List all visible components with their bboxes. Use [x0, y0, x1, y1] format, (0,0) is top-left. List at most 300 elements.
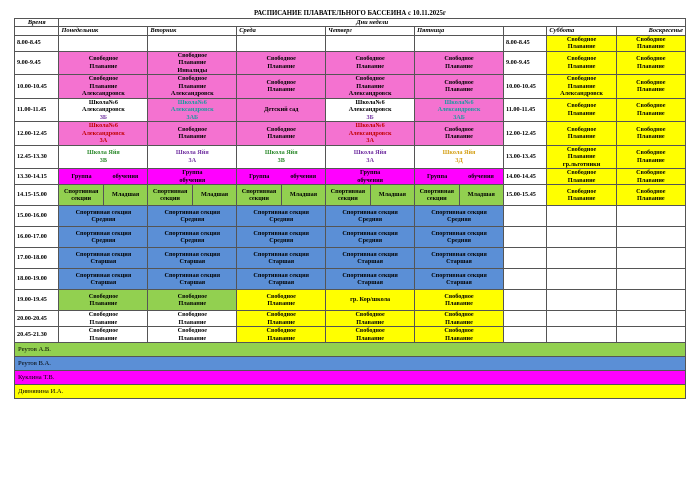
slot: Группа [415, 169, 459, 185]
slot-line: Плавание [267, 318, 296, 326]
slot [148, 248, 237, 269]
slot-line: Александровск [81, 106, 125, 113]
slot-line: Средняя [447, 237, 472, 244]
slot-line: Плавание [356, 82, 384, 90]
slot-line: Свободное [636, 149, 666, 157]
slot [148, 75, 237, 99]
slot [547, 185, 616, 206]
slot [616, 169, 685, 185]
slot-line: 3А [366, 156, 374, 164]
slot [237, 98, 326, 122]
slot-line: Плавание [445, 133, 473, 141]
slot [503, 248, 546, 269]
slot-line: Свободное [636, 187, 666, 195]
slot [326, 98, 415, 122]
slot-line: Плавание [267, 300, 296, 307]
slot-line: Свободное [636, 78, 666, 86]
slot-line: Плавание [567, 133, 596, 141]
time-cell: 9.00-9.45 [15, 51, 59, 75]
slot-line: Плавание [567, 176, 596, 184]
slot [237, 122, 326, 146]
slot [547, 327, 616, 343]
slot [415, 227, 504, 248]
slot-line: Спортивная [419, 187, 455, 195]
slot-line: Спортивная секция [431, 271, 487, 279]
slot-line: Плавание [636, 176, 665, 184]
slot-line: Александровск [170, 90, 214, 97]
slot [415, 327, 504, 343]
slot-line: Свободное [566, 35, 597, 43]
slot [547, 269, 616, 290]
slot [415, 145, 504, 169]
slot [616, 145, 685, 169]
slot-line: Плавание [636, 195, 665, 202]
slot [415, 206, 504, 227]
slot-line: Свободное [177, 327, 207, 334]
slot-line: Александровск [560, 90, 603, 97]
slot [59, 311, 148, 327]
slot-line: Спортивная секция [164, 208, 221, 216]
slot-line: Старшая [90, 279, 117, 286]
slot [326, 206, 415, 227]
slot [326, 145, 415, 169]
slot-line: Старшая [179, 279, 206, 286]
slot-line: секции [160, 195, 180, 202]
slot-line: Свободное [444, 78, 474, 86]
slot [326, 269, 415, 290]
slot-line: Свободное [636, 55, 666, 63]
slot [148, 145, 237, 169]
slot [616, 185, 685, 206]
slot-line: Школа№6 [355, 98, 385, 106]
time-cell: 13.30-14.15 [15, 169, 59, 185]
slot-line: Средняя [269, 216, 294, 223]
slot [326, 169, 415, 185]
slot-line: Плавание [178, 59, 207, 66]
slot-line: Плавание [178, 133, 207, 141]
slot [148, 51, 237, 75]
slot [148, 311, 237, 327]
slot [59, 290, 148, 311]
time-cell: 12.45-13.30 [15, 145, 59, 169]
slot: Группа [59, 169, 103, 185]
slot-line: Свободное [266, 311, 296, 318]
slot [616, 227, 685, 248]
slot [59, 227, 148, 248]
slot-line: Средняя [447, 216, 472, 223]
slot: Младшая [192, 185, 236, 206]
slot [237, 327, 326, 343]
slot-line: Свободное [444, 311, 474, 318]
slot-line: секции [337, 195, 358, 202]
legend-instructor: Куклина Т.В. [15, 371, 686, 385]
slot-line: Свободное [444, 327, 474, 334]
slot-line: секции [249, 195, 269, 202]
slot [415, 185, 459, 206]
slot-line: Свободное [636, 125, 666, 133]
slot [503, 269, 546, 290]
slot-line: Свободное [266, 78, 296, 86]
slot-line: Свободное [177, 311, 207, 318]
slot-line: Плавание [356, 318, 384, 326]
slot-line: Свободное [266, 327, 296, 334]
slot [503, 227, 546, 248]
slot-line: Свободное [566, 125, 597, 133]
weekend-time-cell: 14.00-14.45 [503, 169, 546, 185]
slot-line: Свободное [566, 169, 597, 176]
slot [616, 35, 685, 51]
slot-line: Свободное [177, 292, 207, 300]
slot-line: Плавание [567, 153, 596, 160]
slot-line: Плавание [89, 318, 118, 326]
slot [326, 311, 415, 327]
day-saturday: Суббота [547, 27, 616, 36]
slot [547, 248, 616, 269]
slot [616, 269, 685, 290]
slot [326, 248, 415, 269]
slot [547, 145, 616, 169]
day-thursday: Четверг [326, 27, 415, 36]
slot-line: Плавание [567, 109, 596, 117]
slot-line: Свободное [88, 327, 119, 334]
slot-line: Школа Яйя [87, 149, 120, 157]
slot [148, 269, 237, 290]
slot [547, 206, 616, 227]
slot-line: Свободное [636, 169, 666, 176]
slot-line: Плавание [178, 300, 207, 307]
slot [415, 51, 504, 75]
slot [148, 227, 237, 248]
slot [237, 227, 326, 248]
slot-line: Средняя [91, 216, 116, 223]
slot-line: Плавание [636, 86, 665, 94]
slot-line: 3Д [455, 156, 463, 164]
slot [59, 122, 148, 146]
slot-line: Группа [360, 169, 381, 176]
slot-line: Свободное [177, 51, 207, 59]
legend-instructor: Реутов В.А. [15, 357, 686, 371]
weekend-time-cell: 12.00-12.45 [503, 122, 546, 146]
slot-line: Свободное [444, 125, 474, 133]
slot [59, 269, 148, 290]
slot-line: Школа Яйя [442, 149, 476, 157]
slot-line: Плавание [356, 62, 384, 70]
slot-line: Плавание [636, 62, 665, 70]
time-cell: 8.00-8.45 [15, 35, 59, 51]
slot-line: Плавание [178, 318, 207, 326]
slot [616, 206, 685, 227]
slot-line: секции [71, 195, 92, 202]
slot-line: Свободное [266, 125, 296, 133]
slot [148, 98, 237, 122]
time-cell: 10.00-10.45 [15, 75, 59, 99]
slot-line: Старшая [179, 258, 206, 265]
slot: обучения [281, 169, 325, 185]
slot-line: Плавание [567, 43, 596, 50]
slot-line: Плавание [89, 82, 118, 90]
slot [547, 311, 616, 327]
slot-line: 3АБ [453, 113, 465, 121]
slot-line: Плавание [445, 62, 473, 70]
slot-line: 3АБ [186, 113, 199, 121]
slot [326, 327, 415, 343]
slot-line: Свободное [355, 55, 385, 63]
time-cell: 12.00-12.45 [15, 122, 59, 146]
slot-line: Старшая [268, 258, 295, 265]
slot-line: Плавание [267, 133, 296, 141]
slot-line: Плавание [267, 334, 296, 342]
slot: Группа [237, 169, 281, 185]
weekend-time-cell: 11.00-11.45 [503, 98, 546, 122]
blank-cell [503, 27, 546, 36]
slot [59, 98, 148, 122]
time-cell: 19.00-19.45 [15, 290, 59, 311]
slot [148, 35, 237, 51]
slot-line: Плавание [445, 300, 473, 307]
slot-line: гр.льготники [562, 160, 601, 168]
slot [616, 98, 685, 122]
slot [148, 185, 192, 206]
slot [237, 311, 326, 327]
slot [59, 327, 148, 343]
slot-line: обучения [179, 176, 206, 184]
slot-line: Плавание [567, 82, 596, 90]
weekend-time-cell: 13.00-13.45 [503, 145, 546, 169]
slot: обучения [103, 169, 147, 185]
slot [616, 75, 685, 99]
slot [237, 185, 281, 206]
slot [237, 248, 326, 269]
slot [326, 122, 415, 146]
time-cell: 14.15-15.00 [15, 185, 59, 206]
slot-line: Спортивная секция [342, 208, 398, 216]
slot-line: Свободное [636, 102, 666, 110]
slot-line: Свободное [177, 125, 207, 133]
legend-instructor: Дивнявина И.А. [15, 385, 686, 399]
slot: Младшая [370, 185, 414, 206]
slot [616, 327, 685, 343]
slot [616, 122, 685, 146]
slot-line: Спортивная [63, 187, 99, 195]
slot [237, 35, 326, 51]
slot [59, 35, 148, 51]
slot-line: Старшая [90, 258, 117, 265]
slot-line: Плавание [267, 62, 296, 70]
slot-line: Александровск [348, 129, 392, 137]
slot [503, 311, 546, 327]
slot-line: Спортивная секция [253, 208, 310, 216]
slot-line: Спортивная секция [431, 229, 487, 237]
slot [59, 51, 148, 75]
slot [415, 98, 504, 122]
slot-line: Александровск [81, 90, 125, 97]
slot-line: Инвалиды [177, 66, 208, 74]
slot-line: Плавание [636, 156, 665, 164]
slot-line: Старшая [357, 279, 383, 286]
slot [415, 311, 504, 327]
slot [616, 290, 685, 311]
slot-line: Свободное [566, 187, 597, 195]
slot-line: 3А [99, 137, 108, 144]
day-monday: Понедельник [59, 27, 148, 36]
blank-cell [15, 27, 59, 36]
slot: обучения [459, 169, 503, 185]
slot [547, 227, 616, 248]
slot-line: Спортивная секция [75, 229, 132, 237]
slot [415, 122, 504, 146]
slot-line: Свободное [266, 292, 296, 300]
time-cell: 11.00-11.45 [15, 98, 59, 122]
slot [415, 269, 504, 290]
slot-line: 3В [277, 156, 285, 164]
slot-line: Свободное [355, 311, 385, 318]
slot [59, 248, 148, 269]
slot-line: Плавание [445, 86, 473, 94]
slot-line: Плавание [89, 334, 118, 342]
slot-line: Старшая [268, 279, 295, 286]
slot-line: Плавание [636, 43, 665, 50]
slot-line: Старшая [357, 258, 383, 265]
slot-line: Спортивная секция [164, 229, 221, 237]
slot-line: Школа№6 [444, 98, 474, 106]
slot [326, 290, 415, 311]
time-cell: 15.00-16.00 [15, 206, 59, 227]
slot-line: Спортивная секция [164, 250, 221, 258]
slot [547, 51, 616, 75]
slot-line: Школа№6 [88, 98, 118, 106]
slot-line: Школа Яйя [264, 149, 298, 157]
weekend-time-cell: 15.00-15.45 [503, 185, 546, 206]
slot [616, 248, 685, 269]
time-cell: 18.00-19.00 [15, 269, 59, 290]
slot [59, 206, 148, 227]
weekend-time-cell: 8.00-8.45 [503, 35, 546, 51]
slot-line: Плавание [178, 82, 207, 90]
slot-line: Группа [182, 169, 203, 176]
slot-line: Школа Яйя [175, 149, 209, 157]
slot-line: Александровск [348, 106, 392, 113]
slot [415, 35, 504, 51]
time-cell: 20.00-20.45 [15, 311, 59, 327]
slot-line: Спортивная секция [431, 250, 487, 258]
time-cell: 16.00-17.00 [15, 227, 59, 248]
slot [148, 169, 237, 185]
slot [503, 290, 546, 311]
slot-line: Свободное [88, 292, 119, 300]
slot-line: Плавание [178, 334, 207, 342]
slot-line: Спортивная секция [164, 271, 221, 279]
day-wednesday: Среда [237, 27, 326, 36]
slot-line: секции [426, 195, 447, 202]
slot-line: Старшая [446, 279, 472, 286]
slot-line: Средняя [269, 237, 294, 244]
slot-line: Спортивная [241, 187, 277, 195]
slot [237, 269, 326, 290]
slot [415, 248, 504, 269]
slot [59, 185, 103, 206]
slot-line: 3В [99, 156, 108, 164]
schedule-table [14, 10, 686, 399]
slot-line: Александровск [170, 106, 214, 113]
slot-line: Свободное [266, 55, 296, 63]
slot-line: Спортивная секция [75, 271, 132, 279]
slot [326, 35, 415, 51]
slot [503, 327, 546, 343]
slot-line: гр. Кор/школа [350, 296, 391, 304]
slot-line: Плавание [89, 300, 118, 307]
slot [616, 51, 685, 75]
slot-line: Спортивная секция [342, 229, 398, 237]
time-header: Время [15, 18, 59, 27]
slot [547, 122, 616, 146]
slot-line: Свободное [566, 102, 597, 110]
slot-line: Александровск [81, 129, 125, 137]
slot-line: Средняя [91, 237, 116, 244]
slot-line: Свободное [566, 75, 597, 82]
slot [326, 227, 415, 248]
slot [59, 145, 148, 169]
slot-line: Свободное [88, 55, 119, 63]
slot-line: Спортивная секция [342, 250, 398, 258]
time-cell: 17.00-18.00 [15, 248, 59, 269]
slot-line: Александровск [348, 90, 392, 97]
slot-line: Спортивная секция [253, 271, 310, 279]
day-friday: Пятница [415, 27, 504, 36]
page-title: РАСПИСАНИЕ ПЛАВАТЕЛЬНОГО БАССЕЙНА с 10.11.2025г [15, 10, 686, 18]
slot [547, 169, 616, 185]
slot [326, 185, 370, 206]
slot-line: Свободное [88, 75, 119, 82]
weekend-time-cell: 10.00-10.45 [503, 75, 546, 99]
slot-line: Плавание [636, 109, 665, 117]
slot-line: Школа№6 [177, 98, 207, 106]
slot [237, 290, 326, 311]
day-tuesday: Вторник [148, 27, 237, 36]
slot-line: Школа№6 [88, 122, 118, 129]
slot [503, 206, 546, 227]
slot [547, 290, 616, 311]
slot [547, 98, 616, 122]
slot [148, 122, 237, 146]
slot-line: 3Б [366, 113, 374, 121]
slot [326, 75, 415, 99]
slot [547, 75, 616, 99]
slot [326, 51, 415, 75]
slot-line: Свободное [636, 35, 666, 43]
slot-line: Спортивная секция [431, 208, 487, 216]
slot-line: Детский сад [264, 106, 299, 113]
slot-line: Средняя [180, 216, 205, 223]
slot-line: Плавание [636, 133, 665, 141]
slot-line: Плавание [567, 195, 596, 202]
slot-line: Спортивная секция [342, 271, 398, 279]
slot-line: Свободное [566, 145, 597, 153]
slot-line: Спортивная [330, 187, 366, 195]
slot-line: Плавание [89, 62, 118, 70]
slot-line: Спортивная секция [253, 250, 310, 258]
slot-line: Школа№6 [355, 122, 385, 129]
slot: Младшая [459, 185, 503, 206]
slot [237, 206, 326, 227]
slot-line: Старшая [446, 258, 472, 265]
slot [59, 75, 148, 99]
legend-instructor: Реутов А.В. [15, 343, 686, 357]
slot [415, 75, 504, 99]
slot-line: Свободное [355, 75, 385, 82]
slot [148, 206, 237, 227]
slot-line: Спортивная секция [253, 229, 310, 237]
slot-line: 3А [188, 156, 197, 164]
